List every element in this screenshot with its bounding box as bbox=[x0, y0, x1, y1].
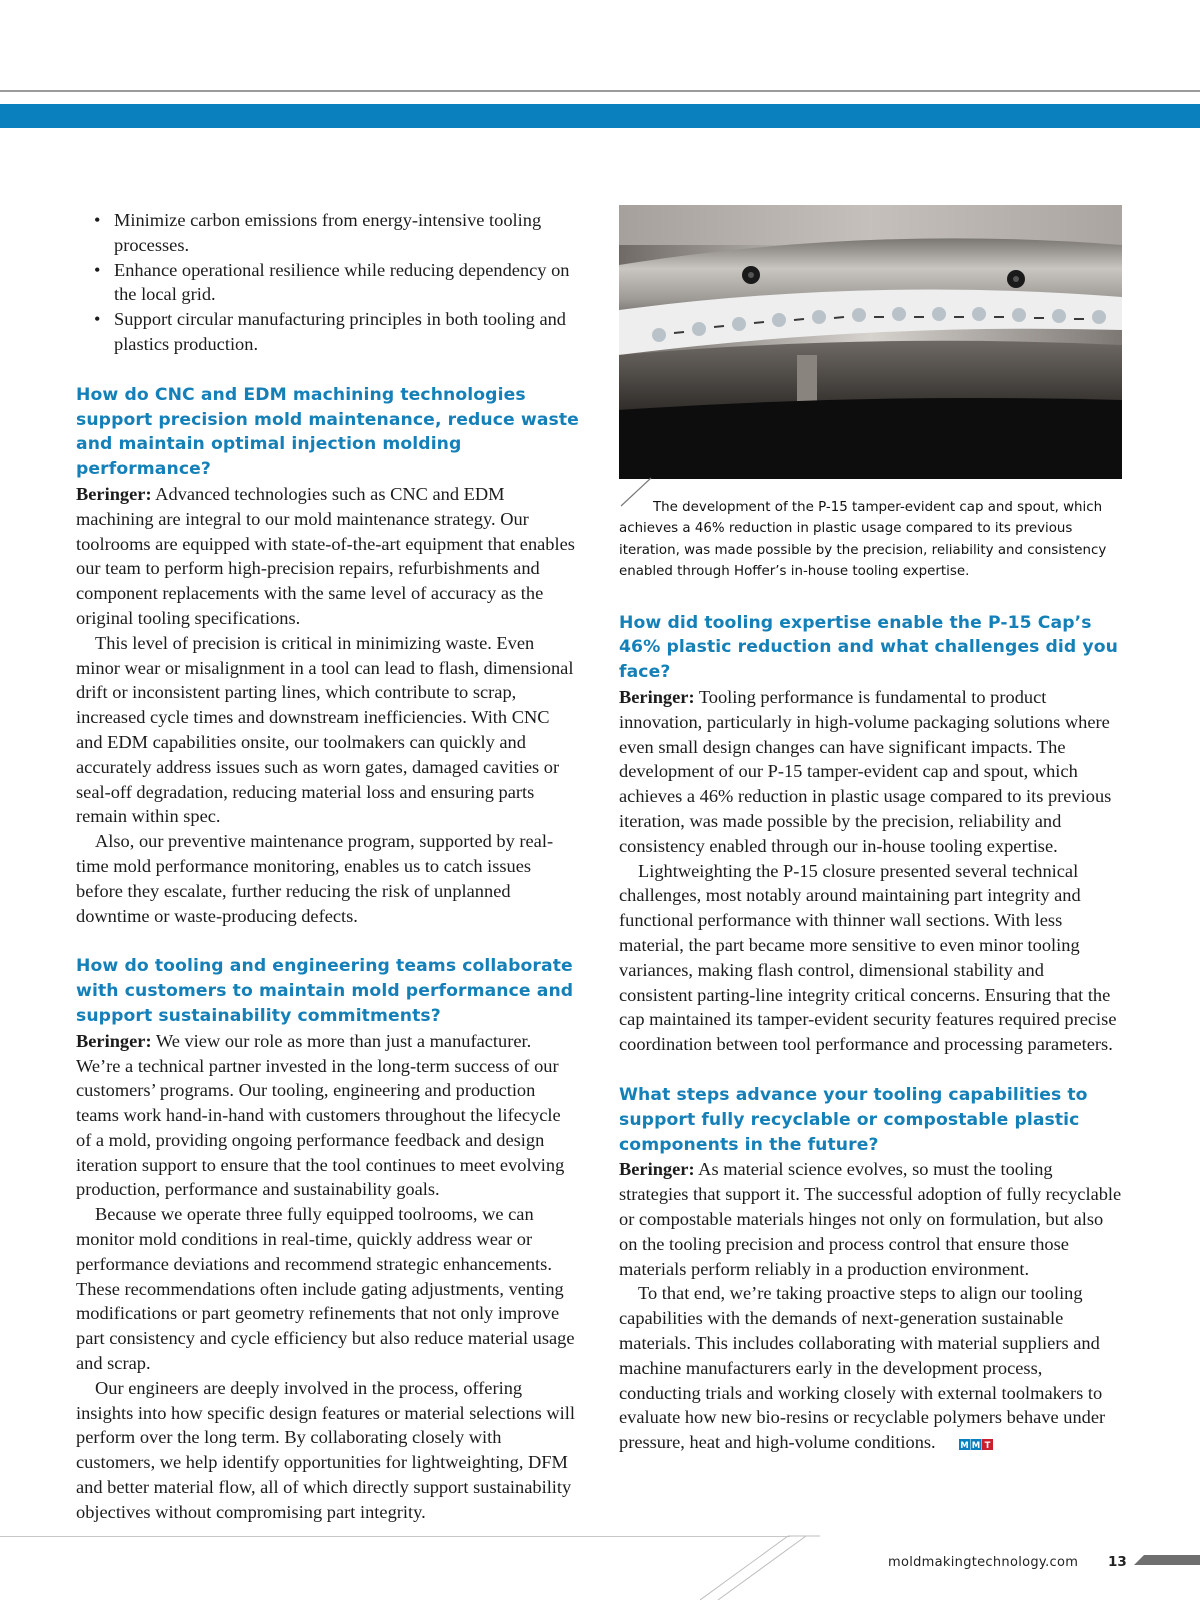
answer-paragraph bbox=[76, 1029, 579, 1203]
answer-paragraph bbox=[619, 685, 1122, 859]
end-mark-letter: T bbox=[984, 1440, 991, 1450]
photo-illustration bbox=[619, 205, 1122, 479]
footer-diagonal-lines bbox=[700, 1532, 820, 1600]
answer-text: To that end, we’re taking proactive steps to align our tooling capabilities with the demands of next-generation sustainable materials. This includes collaborating with material suppliers and machine manufacturers early in the development process, conducting trials and working closely with external toolmakers to evaluate how new bio-resins or recyclable polymers behave under pressure, heat and high-volume conditions. bbox=[619, 1283, 1106, 1453]
right-column bbox=[619, 205, 1122, 1456]
question-heading: How do CNC and EDM machining technologies support precision mold maintenance, reduce waste and maintain optimal injection molding performance? bbox=[76, 384, 579, 480]
end-mark-letter: M bbox=[959, 1440, 969, 1450]
answer-paragraph bbox=[76, 482, 579, 631]
bullet-item: • Enhance operational resilience while reducing dependency on the local grid. bbox=[94, 258, 579, 308]
speaker-label: Beringer: bbox=[76, 483, 152, 504]
question-heading: How do tooling and engineering teams collaborate with customers to maintain mold performance and support sustainability commitments? bbox=[76, 956, 574, 1026]
speaker-label: Beringer: bbox=[76, 1030, 152, 1051]
body-paragraph: Our engineers are deeply involved in the process, offering insights into how specific design features or material selections will perform over the long term. By collaborating closely with customers, we help identify opportunities for lightweighting, DFM and better material flow, all of which directly support sustainability objectives without compromising part integrity. bbox=[76, 1377, 575, 1522]
footer-url: moldmakingtechnology.com bbox=[888, 1555, 1079, 1570]
answer-text: We view our role as more than just a manufacturer. We’re a technical partner invested in the long-term success of our customers’ programs. Our tooling, engineering and production teams work hand-in-hand with customers throughout the lifecycle of a mold, providing ongoing performance feedback and design iteration support to ensure that the tool continues to meet evolving production, performance and sustainability goals. bbox=[76, 1030, 565, 1200]
caption-text: The development of the P-15 tamper-evident cap and spout, which achieves a 46% reduction in plastic usage compared to its previous iteration, was made possible by the precision, reliability and consistency enabled through Hoffer’s in-house tooling expertise. bbox=[619, 500, 1107, 580]
bullet-item: • Support circular manufacturing principles in both tooling and plastics production. bbox=[94, 307, 579, 357]
bullet-item: • Minimize carbon emissions from energy-intensive tooling processes. bbox=[94, 208, 579, 258]
body-paragraph: This level of precision is critical in minimizing waste. Even minor wear or misalignment in a tool can lead to flash, dimensional drift or inconsistent parting lines, which contribute to scrap, increased cycle times and downstream inefficiencies. With CNC and EDM capabilities onsite, our toolmakers can quickly and accurately address issues such as worn gates, damaged cavities or seal-off degradation, reducing material loss and ensuring parts remain within spec. bbox=[76, 632, 574, 827]
end-mark-logo bbox=[940, 1432, 993, 1457]
speaker-label: Beringer: bbox=[619, 1159, 695, 1180]
left-column bbox=[76, 208, 579, 1525]
page-number: 13 bbox=[1108, 1554, 1127, 1570]
photo-caption bbox=[619, 497, 1122, 583]
question-heading: How did tooling expertise enable the P-15 Cap’s 46% plastic reduction and what challenges did you face? bbox=[619, 612, 1118, 683]
bullet-list bbox=[94, 208, 579, 357]
header-color-band bbox=[0, 104, 1200, 128]
answer-paragraph bbox=[619, 1157, 1122, 1281]
answer-text: As material science evolves, so must the tooling strategies that support it. The successful adoption of fully recyclable or compostable materials hinges not only on formulation, but also on the tooling precision and process control that ensure those materials perform reliably in a production environment. bbox=[619, 1159, 1122, 1279]
footer-rule bbox=[0, 1536, 790, 1537]
body-paragraph bbox=[619, 1281, 1122, 1456]
body-paragraph: Because we operate three fully equipped toolrooms, we can monitor mold conditions in real-time, quickly address wear or performance deviations and recommend strategic enhancements. These recommendations often include gating adjustments, venting modifications or part geometry refinements that not only improve part consistency and cycle efficiency but also reduce material usage and scrap. bbox=[76, 1204, 575, 1374]
answer-text: Advanced technologies such as CNC and EDM machining are integral to our mold maintenance strategy. Our toolrooms are equipped with state-of-the-art equipment that enables our team to perform high-precision repairs, refurbishments and component replacements with the same level of accuracy as the original tooling specifications. bbox=[76, 483, 575, 628]
speaker-label: Beringer: bbox=[619, 687, 695, 708]
body-paragraph: Lightweighting the P-15 closure presented several technical challenges, most notably around maintaining part integrity and functional performance with thinner wall sections. With less material, the part became more sensitive to even minor tooling variances, making flash control, dimensional stability and consistent parting-line integrity critical concerns. Ensuring that the cap maintained its tamper-evident security features required precise coordination between tool performance and processing parameters. bbox=[619, 860, 1117, 1055]
header-rule bbox=[0, 90, 1200, 92]
photo-caption-block bbox=[619, 497, 1122, 583]
body-paragraph: Also, our preventive maintenance program, supported by real-time mold performance monitoring, enables us to catch issues before they escalate, further reducing the risk of unplanned downtime or waste-producing defects. bbox=[76, 831, 554, 926]
footer-tab-shape bbox=[1134, 1555, 1200, 1565]
caption-slash-mark bbox=[619, 476, 655, 508]
question-heading: What steps advance your tooling capabilities to support fully recyclable or compostable plastic components in the future? bbox=[619, 1084, 1088, 1155]
answer-text: Tooling performance is fundamental to product innovation, particularly in high-volume packaging solutions where even small design changes can have significant impacts. The development of our P-15 tamper-evident cap and spout, which achieves a 46% reduction in plastic usage compared to its previous iteration, was made possible by the precision, reliability and consistency enabled through our in-house tooling expertise. bbox=[619, 687, 1112, 856]
end-mark-letter: M bbox=[971, 1440, 980, 1450]
product-photo bbox=[619, 205, 1122, 479]
